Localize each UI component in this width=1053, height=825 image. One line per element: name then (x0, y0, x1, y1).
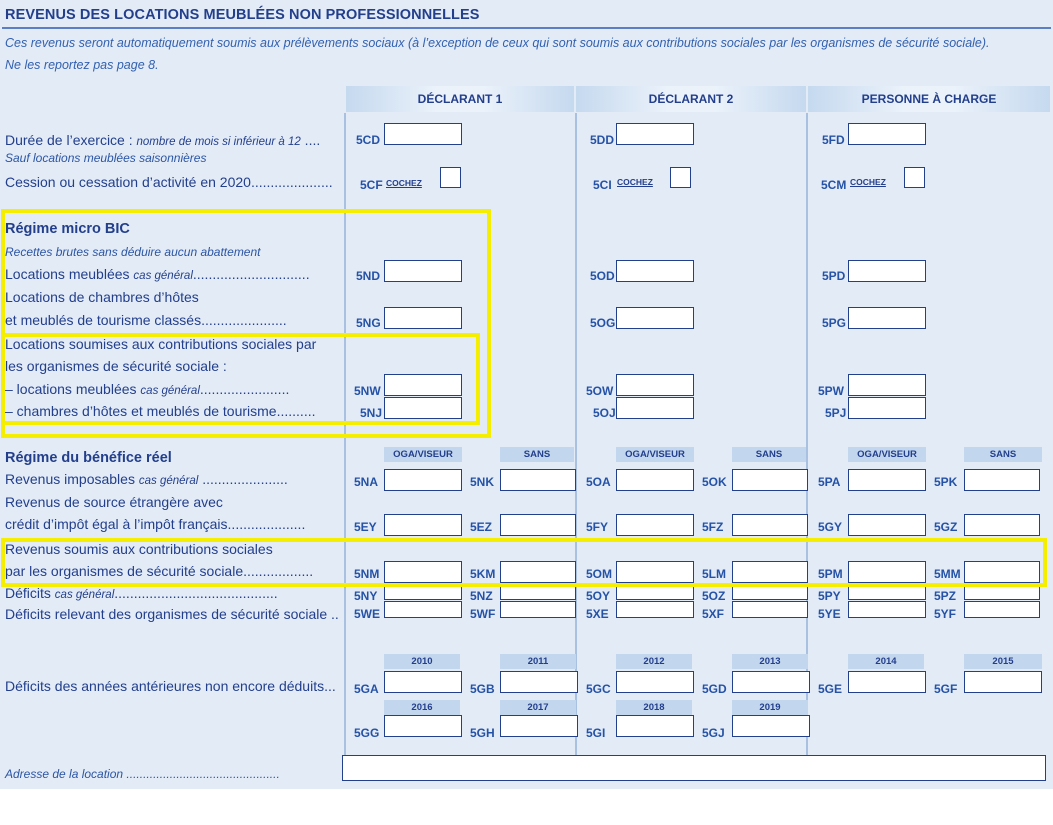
label-source-etrangere-2: crédit d’impôt égal à l’impôt français.................... (5, 516, 306, 532)
note-line-1: Ces revenus seront automatiquement soumis aux prélèvements sociaux (à l’exception de ceux qui sont soumis aux contributions sociales par les organismes de sécurité sociale). (5, 36, 990, 50)
code-5OM: 5OM (586, 567, 613, 581)
code-5WF: 5WF (470, 607, 496, 621)
label-chambres-hotes: Locations de chambres d’hôtes (5, 289, 199, 305)
tag-sans: SANS (500, 447, 574, 462)
input-5EY[interactable] (384, 514, 462, 536)
input-5WF[interactable] (500, 601, 576, 618)
label-soumises-locations: – locations meublées cas général....................... (5, 381, 290, 397)
code-5PK: 5PK (934, 475, 958, 489)
label-contrib-sociales-1: Revenus soumis aux contributions sociales (5, 541, 273, 557)
input-5NK[interactable] (500, 469, 576, 491)
year-tag: 2018 (616, 700, 692, 715)
input-5OD[interactable] (616, 260, 694, 282)
code-5ND: 5ND (356, 269, 381, 283)
code-5OD: 5OD (590, 269, 615, 283)
column-header-declarant-1: DÉCLARANT 1 (346, 86, 574, 112)
code-5FD: 5FD (822, 133, 845, 147)
label-source-etrangere-1: Revenus de source étrangère avec (5, 494, 223, 510)
code-5CM: 5CM (821, 178, 847, 192)
label-recettes-brutes: Recettes brutes sans déduire aucun abattement (5, 245, 261, 259)
input-5PD[interactable] (848, 260, 926, 282)
input-5XF[interactable] (732, 601, 808, 618)
label-meubles-tourisme: et meublés de tourisme classés...................... (5, 312, 287, 328)
year-tag: 2017 (500, 700, 576, 715)
code-5NZ: 5NZ (470, 589, 493, 603)
cochez-label: COCHEZ (617, 177, 653, 187)
tag-sans: SANS (732, 447, 806, 462)
input-5PJ[interactable] (848, 397, 926, 419)
input-5GG[interactable] (384, 715, 462, 737)
cochez-label: COCHEZ (850, 177, 886, 187)
code-5GB: 5GB (470, 682, 495, 696)
code-5NG: 5NG (356, 316, 381, 330)
input-5GA[interactable] (384, 671, 462, 693)
input-5OA[interactable] (616, 469, 694, 491)
code-5FZ: 5FZ (702, 520, 724, 534)
label-cession: Cession ou cessation d’activité en 2020..................... (5, 174, 333, 190)
input-5FY[interactable] (616, 514, 694, 536)
code-5NK: 5NK (470, 475, 495, 489)
code-5GG: 5GG (354, 726, 380, 740)
year-tag: 2012 (616, 654, 692, 669)
input-5OW[interactable] (616, 374, 694, 396)
code-5XE: 5XE (586, 607, 609, 621)
label-saisonnieres: Sauf locations meublées saisonnières (5, 151, 207, 165)
code-5PA: 5PA (818, 475, 841, 489)
input-5GB[interactable] (500, 671, 578, 693)
input-5GF[interactable] (964, 671, 1042, 693)
code-5OY: 5OY (586, 589, 611, 603)
code-5CF: 5CF (360, 178, 383, 192)
label-revenus-imposables: Revenus imposables cas général ...................... (5, 471, 288, 487)
input-5FZ[interactable] (732, 514, 808, 536)
code-5GF: 5GF (934, 682, 958, 696)
code-5GH: 5GH (470, 726, 495, 740)
code-5PM: 5PM (818, 567, 843, 581)
input-5OK[interactable] (732, 469, 808, 491)
code-5CD: 5CD (356, 133, 381, 147)
checkbox-5CM[interactable] (904, 167, 925, 188)
input-5GE[interactable] (848, 671, 926, 693)
code-5GD: 5GD (702, 682, 727, 696)
input-5PA[interactable] (848, 469, 926, 491)
tag-oga-viseur: OGA/VISEUR (616, 447, 694, 462)
code-5PG: 5PG (822, 316, 847, 330)
code-5OZ: 5OZ (702, 589, 726, 603)
input-5GH[interactable] (500, 715, 578, 737)
code-5PY: 5PY (818, 589, 841, 603)
input-5YE[interactable] (848, 601, 926, 618)
code-5GY: 5GY (818, 520, 843, 534)
highlight-soumises (1, 333, 480, 425)
code-5CI: 5CI (593, 178, 612, 192)
input-5GI[interactable] (616, 715, 694, 737)
year-tag: 2013 (732, 654, 808, 669)
label-deficits: Déficits cas général.......................................... (5, 585, 278, 601)
title-underline (2, 27, 1051, 29)
code-5PJ: 5PJ (825, 406, 847, 420)
code-5OG: 5OG (590, 316, 616, 330)
column-header-declarant-2: DÉCLARANT 2 (576, 86, 806, 112)
code-5NA: 5NA (354, 475, 379, 489)
section-heading-benefice-reel: Régime du bénéfice réel (5, 450, 172, 466)
input-5EZ[interactable] (500, 514, 576, 536)
code-5GC: 5GC (586, 682, 611, 696)
form-title: REVENUS DES LOCATIONS MEUBLÉES NON PROFESSIONNELLES (5, 7, 480, 23)
input-5YF[interactable] (964, 601, 1040, 618)
code-5NW: 5NW (354, 384, 381, 398)
year-tag: 2019 (732, 700, 808, 715)
code-5MM: 5MM (934, 567, 961, 581)
year-tag: 2016 (384, 700, 460, 715)
code-5LM: 5LM (702, 567, 726, 581)
input-adresse-location[interactable] (342, 755, 1046, 781)
label-soumises-1: Locations soumises aux contributions sociales par (5, 336, 317, 352)
note-line-2: Ne les reportez pas page 8. (5, 58, 159, 72)
tag-oga-viseur: OGA/VISEUR (384, 447, 462, 462)
tag-oga-viseur: OGA/VISEUR (848, 447, 926, 462)
label-deficits-secu: Déficits relevant des organismes de sécurité sociale .. (5, 606, 339, 622)
input-5GJ[interactable] (732, 715, 810, 737)
code-5GE: 5GE (818, 682, 843, 696)
label-contrib-sociales-2: par les organismes de sécurité sociale.................. (5, 563, 314, 579)
input-5PW[interactable] (848, 374, 926, 396)
code-5GI: 5GI (586, 726, 606, 740)
code-5KM: 5KM (470, 567, 496, 581)
input-5FD[interactable] (848, 123, 926, 145)
input-5NA[interactable] (384, 469, 462, 491)
tag-sans: SANS (964, 447, 1042, 462)
code-5PW: 5PW (818, 384, 845, 398)
code-5NJ: 5NJ (360, 406, 383, 420)
input-5WE[interactable] (384, 601, 462, 618)
code-5OA: 5OA (586, 475, 611, 489)
input-5XE[interactable] (616, 601, 694, 618)
input-5OG[interactable] (616, 307, 694, 329)
code-5EY: 5EY (354, 520, 377, 534)
code-5GJ: 5GJ (702, 726, 725, 740)
label-duree-exercice: Durée de l’exercice : nombre de mois si inférieur à 12 .... (5, 132, 321, 148)
code-5NM: 5NM (354, 567, 380, 581)
label-adresse: Adresse de la location .............................................. (5, 767, 280, 781)
year-tag: 2011 (500, 654, 576, 669)
code-5PD: 5PD (822, 269, 846, 283)
highlight-contrib-sociales (1, 538, 1047, 587)
input-5OJ[interactable] (616, 397, 694, 419)
code-5WE: 5WE (354, 607, 381, 621)
year-tag: 2010 (384, 654, 460, 669)
code-5OK: 5OK (702, 475, 727, 489)
label-soumises-chambres: – chambres d’hôtes et meublés de tourisme.......... (5, 403, 316, 419)
code-5FY: 5FY (586, 520, 609, 534)
input-5CD[interactable] (384, 123, 462, 145)
checkbox-5CF[interactable] (440, 167, 461, 188)
code-5OJ: 5OJ (593, 406, 616, 420)
input-5PK[interactable] (964, 469, 1040, 491)
label-soumises-2: les organismes de sécurité sociale : (5, 358, 227, 374)
input-5PG[interactable] (848, 307, 926, 329)
checkbox-5CI[interactable] (670, 167, 691, 188)
code-5GZ: 5GZ (934, 520, 958, 534)
code-5GA: 5GA (354, 682, 379, 696)
code-5EZ: 5EZ (470, 520, 493, 534)
label-locations-meublees: Locations meublées cas général.............................. (5, 266, 310, 282)
code-5DD: 5DD (590, 133, 615, 147)
input-5GC[interactable] (616, 671, 694, 693)
cochez-label: COCHEZ (386, 178, 422, 188)
code-5YE: 5YE (818, 607, 841, 621)
input-5GZ[interactable] (964, 514, 1040, 536)
code-5XF: 5XF (702, 607, 725, 621)
code-5OW: 5OW (586, 384, 614, 398)
input-5GD[interactable] (732, 671, 810, 693)
code-5NY: 5NY (354, 589, 378, 603)
column-header-personne-a-charge: PERSONNE À CHARGE (808, 86, 1050, 112)
code-5PZ: 5PZ (934, 589, 957, 603)
year-tag: 2014 (848, 654, 924, 669)
label-deficits-anterieurs: Déficits des années antérieures non encore déduits... (5, 678, 336, 694)
code-5YF: 5YF (934, 607, 957, 621)
input-5DD[interactable] (616, 123, 694, 145)
input-5GY[interactable] (848, 514, 926, 536)
section-heading-micro-bic: Régime micro BIC (5, 221, 130, 237)
year-tag: 2015 (964, 654, 1042, 669)
